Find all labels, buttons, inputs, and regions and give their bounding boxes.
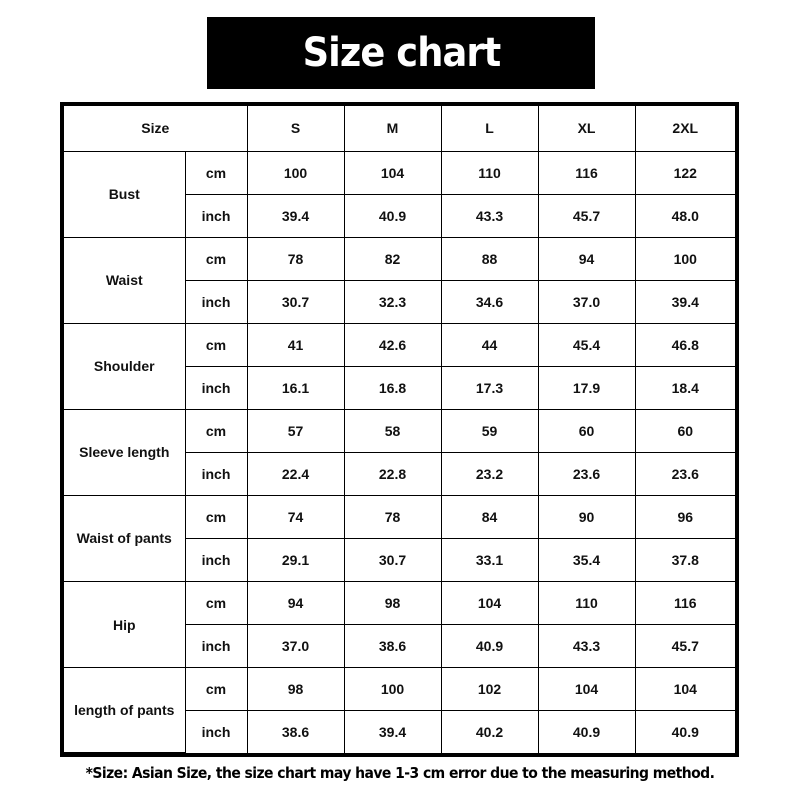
unit-label: inch [185, 711, 247, 753]
value-cell: 102 [441, 668, 538, 711]
value-cell: 23.2 [441, 452, 538, 495]
measure-label: Shoulder [64, 323, 185, 409]
unit-label: inch [185, 194, 247, 237]
table-row [64, 581, 735, 624]
value-cell: 40.2 [441, 711, 538, 753]
value-cell: 23.6 [538, 452, 635, 495]
value-cell: 110 [441, 151, 538, 194]
footnote: *Size: Asian Size, the size chart may have 1-3 cm error due to the measuring method. [85, 764, 715, 782]
table-header-row [64, 106, 735, 151]
value-cell: 39.4 [635, 280, 735, 323]
value-cell: 43.3 [441, 194, 538, 237]
value-cell: 84 [441, 495, 538, 538]
unit-label: inch [185, 452, 247, 495]
value-cell: 59 [441, 409, 538, 452]
unit-label: cm [185, 323, 247, 366]
value-cell: 41 [247, 323, 344, 366]
value-cell: 82 [344, 237, 441, 280]
value-cell: 88 [441, 237, 538, 280]
value-cell: 57 [247, 409, 344, 452]
value-cell: 34.6 [441, 280, 538, 323]
value-cell: 45.7 [538, 194, 635, 237]
value-cell: 60 [538, 409, 635, 452]
value-cell: 58 [344, 409, 441, 452]
value-cell: 43.3 [538, 625, 635, 668]
value-cell: 37.0 [247, 625, 344, 668]
value-cell: 104 [538, 668, 635, 711]
value-cell: 100 [247, 151, 344, 194]
value-cell: 74 [247, 495, 344, 538]
value-cell: 38.6 [247, 711, 344, 753]
value-cell: 104 [635, 668, 735, 711]
value-cell: 32.3 [344, 280, 441, 323]
value-cell: 98 [247, 668, 344, 711]
unit-label: cm [185, 668, 247, 711]
unit-label: inch [185, 280, 247, 323]
value-cell: 45.7 [635, 625, 735, 668]
value-cell: 29.1 [247, 538, 344, 581]
unit-label: cm [185, 495, 247, 538]
value-cell: 44 [441, 323, 538, 366]
value-cell: 16.8 [344, 366, 441, 409]
page-title: Size chart [302, 30, 500, 76]
value-cell: 46.8 [635, 323, 735, 366]
value-cell: 104 [441, 581, 538, 624]
unit-label: cm [185, 581, 247, 624]
measure-label: Waist of pants [64, 495, 185, 581]
measure-label: Bust [64, 151, 185, 237]
value-cell: 78 [344, 495, 441, 538]
value-cell: 90 [538, 495, 635, 538]
table-row [64, 151, 735, 194]
value-cell: 100 [635, 237, 735, 280]
title-banner [207, 17, 595, 89]
value-cell: 35.4 [538, 538, 635, 581]
table-row [64, 323, 735, 366]
value-cell: 40.9 [538, 711, 635, 753]
header-size-l: L [441, 106, 538, 151]
value-cell: 94 [538, 237, 635, 280]
value-cell: 48.0 [635, 194, 735, 237]
size-chart-table [64, 106, 735, 753]
value-cell: 30.7 [344, 538, 441, 581]
value-cell: 37.8 [635, 538, 735, 581]
table-row [64, 409, 735, 452]
unit-label: inch [185, 366, 247, 409]
unit-label: cm [185, 151, 247, 194]
value-cell: 40.9 [441, 625, 538, 668]
value-cell: 45.4 [538, 323, 635, 366]
value-cell: 22.8 [344, 452, 441, 495]
value-cell: 17.9 [538, 366, 635, 409]
value-cell: 96 [635, 495, 735, 538]
measure-label: Waist [64, 237, 185, 323]
value-cell: 33.1 [441, 538, 538, 581]
header-size-xl: XL [538, 106, 635, 151]
measure-label: Sleeve length [64, 409, 185, 495]
value-cell: 22.4 [247, 452, 344, 495]
unit-label: cm [185, 409, 247, 452]
table-row [64, 668, 735, 711]
value-cell: 38.6 [344, 625, 441, 668]
value-cell: 18.4 [635, 366, 735, 409]
value-cell: 23.6 [635, 452, 735, 495]
value-cell: 104 [344, 151, 441, 194]
value-cell: 39.4 [344, 711, 441, 753]
unit-label: inch [185, 625, 247, 668]
value-cell: 40.9 [635, 711, 735, 753]
value-cell: 17.3 [441, 366, 538, 409]
unit-label: inch [185, 538, 247, 581]
value-cell: 94 [247, 581, 344, 624]
value-cell: 116 [635, 581, 735, 624]
header-size-label: Size [64, 106, 247, 151]
measure-label: Hip [64, 581, 185, 667]
value-cell: 39.4 [247, 194, 344, 237]
header-size-2xl: 2XL [635, 106, 735, 151]
header-size-m: M [344, 106, 441, 151]
unit-label: cm [185, 237, 247, 280]
table-row [64, 495, 735, 538]
value-cell: 98 [344, 581, 441, 624]
value-cell: 122 [635, 151, 735, 194]
value-cell: 100 [344, 668, 441, 711]
value-cell: 16.1 [247, 366, 344, 409]
measure-label: length of pants [64, 668, 185, 753]
value-cell: 116 [538, 151, 635, 194]
value-cell: 78 [247, 237, 344, 280]
header-size-s: S [247, 106, 344, 151]
value-cell: 37.0 [538, 280, 635, 323]
value-cell: 60 [635, 409, 735, 452]
size-chart-table-frame [60, 102, 739, 757]
value-cell: 30.7 [247, 280, 344, 323]
value-cell: 110 [538, 581, 635, 624]
value-cell: 42.6 [344, 323, 441, 366]
value-cell: 40.9 [344, 194, 441, 237]
table-row [64, 237, 735, 280]
